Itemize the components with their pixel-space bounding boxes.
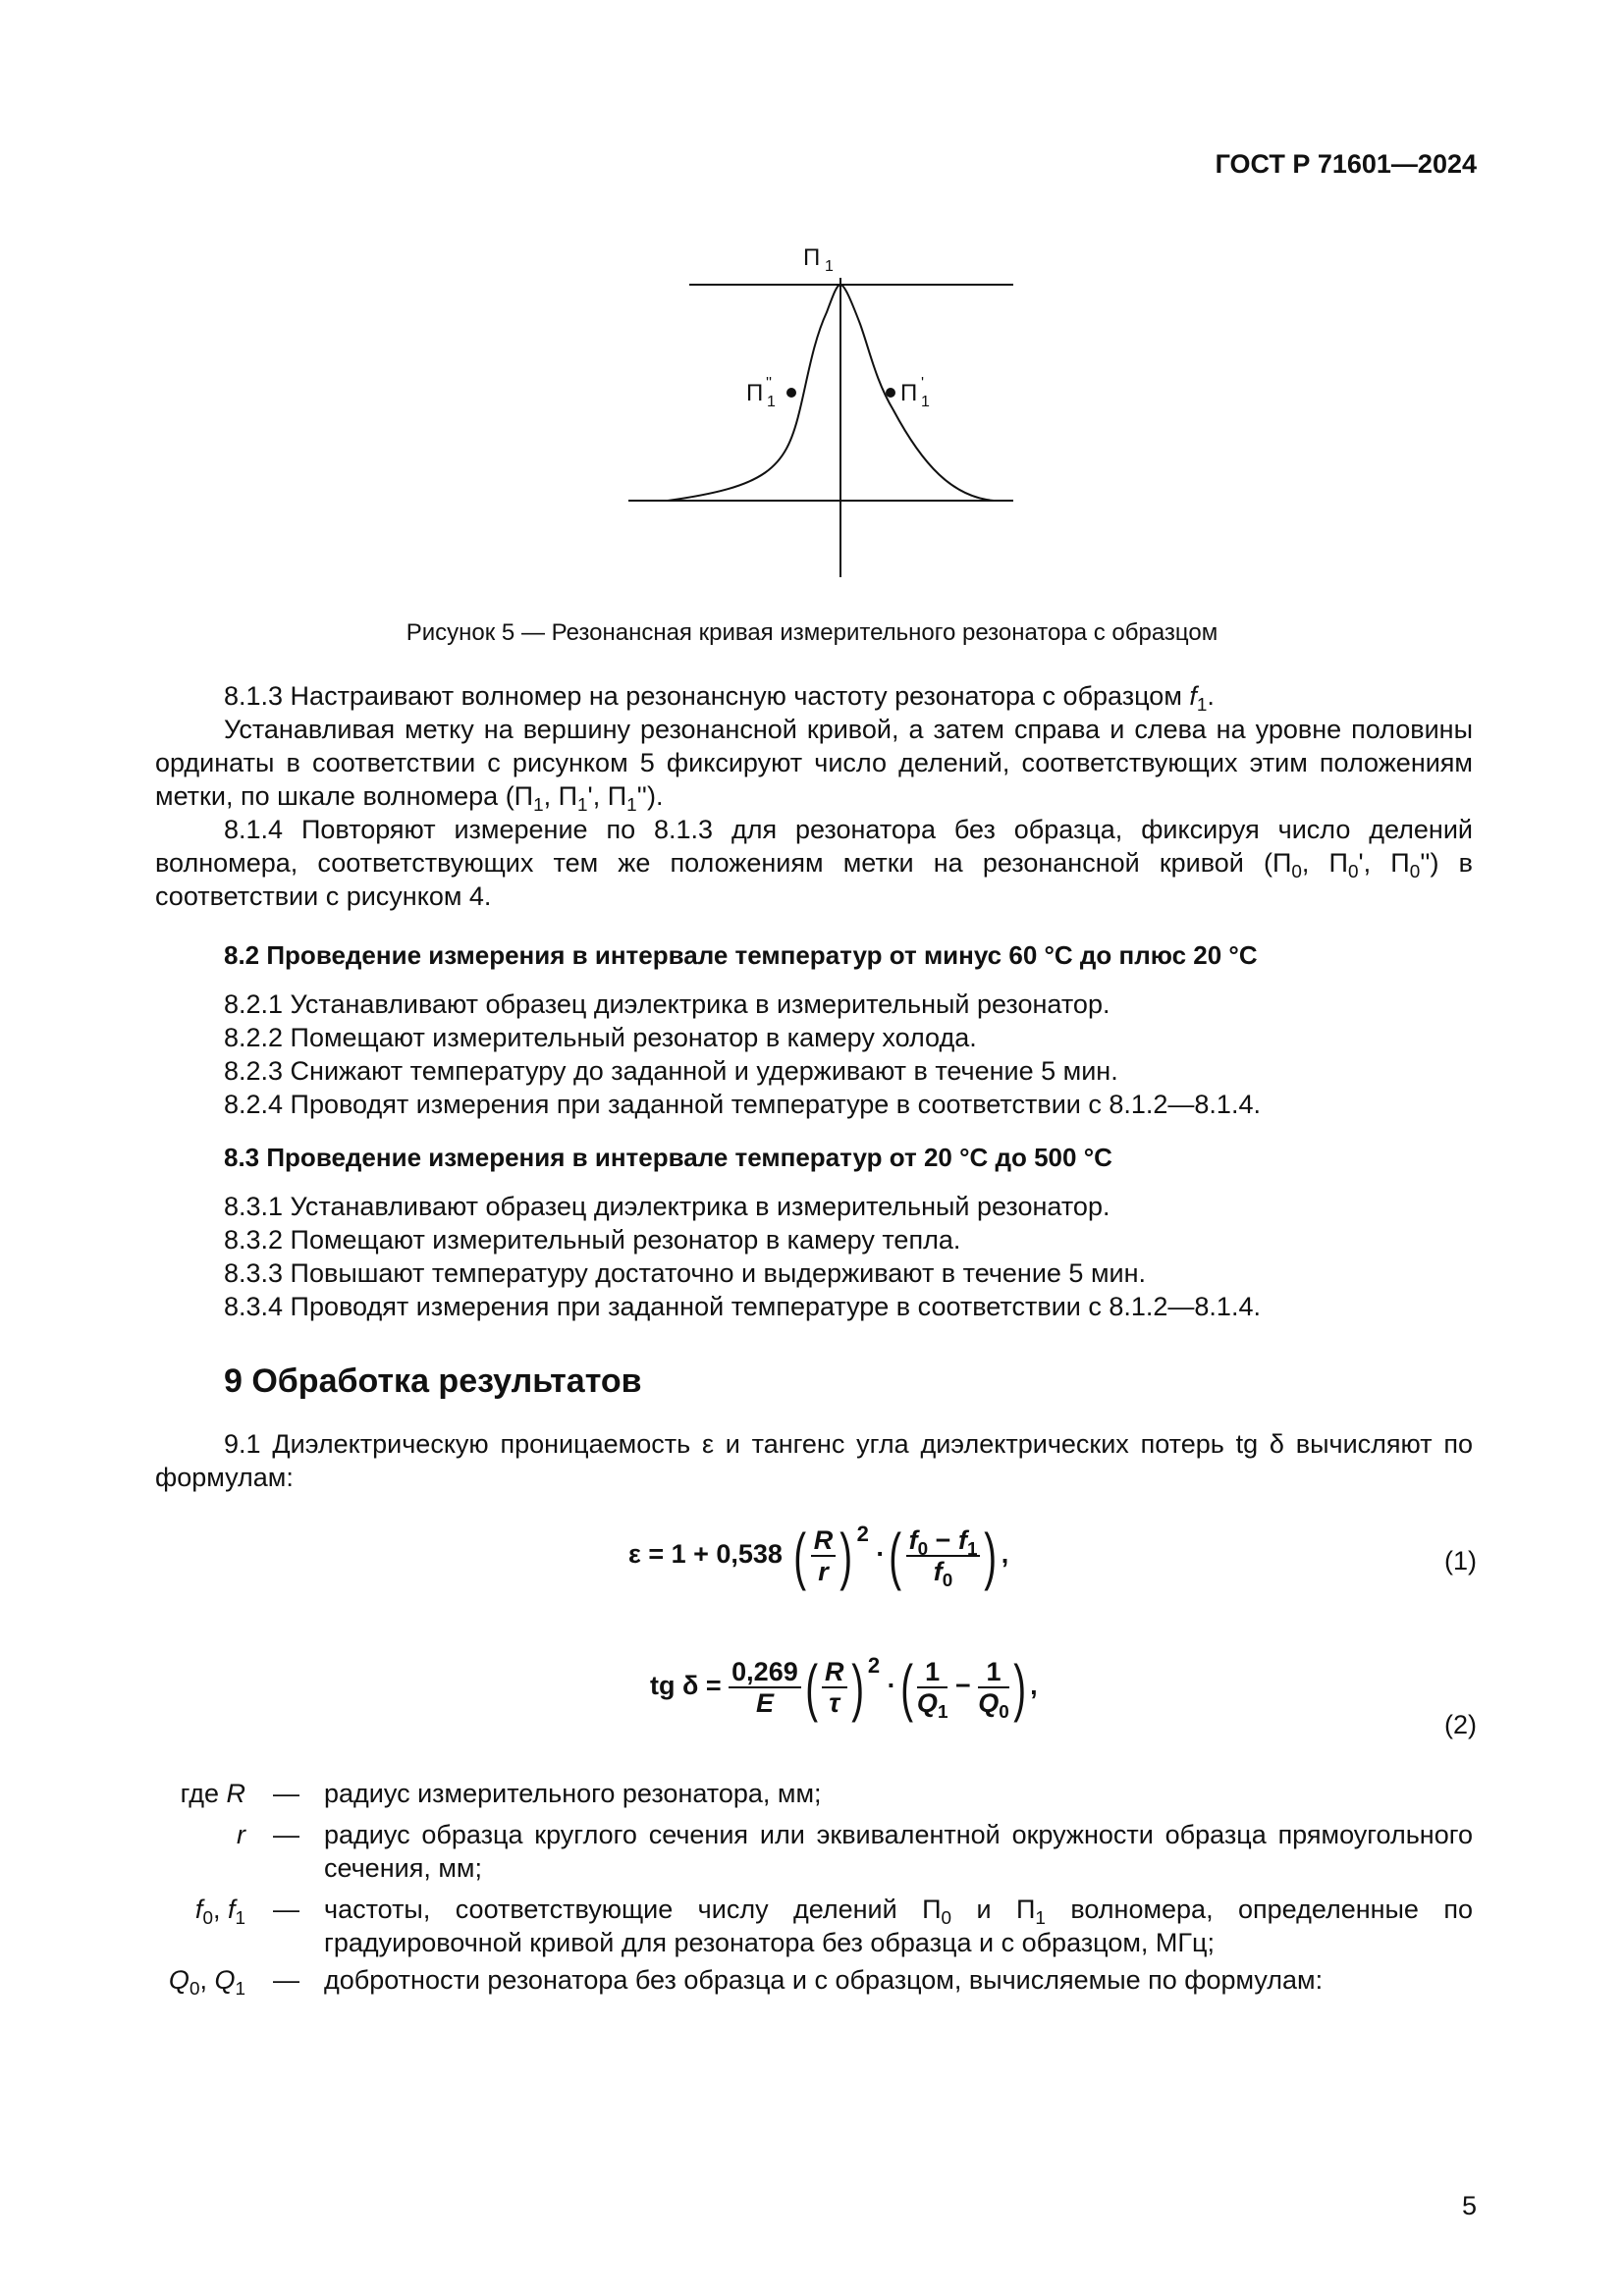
list-item: 8.2.2 Помещают измерительный резонатор в камеру холода. [224, 1023, 977, 1052]
paragraph-8-1-4: 8.1.4 Повторяют измерение по 8.1.3 для резонатора без образца, фиксируя число делений волномера, соответствующих тем же положениям метки на резонансной кривой ($П_0$, $П_0'$, $П_0''$) в соответствии с рисунком 4. [155, 815, 1473, 911]
label-p1-left-sub: 1 [767, 394, 776, 410]
label-p1-top: П [803, 244, 821, 271]
page-number: 5 [1461, 2191, 1477, 2220]
equation-2: tg δ = $\frac{0,269}{E}$ ( $\frac{R}{\tau}$ ) $^2$ ·( $\frac{1}{Q_1}$ − $\frac{1}{Q_0}$ ) , [650, 1651, 1038, 1723]
heading-8-2: 8.2 Проведение измерения в интервале температур от минус 60 °С до плюс 20 °С [224, 940, 1258, 970]
heading-8-3: 8.3 Проведение измерения в интервале температур от 20 °С до 500 °С [224, 1143, 1112, 1172]
label-p1-right-sub: 1 [921, 394, 930, 410]
right-half-point [886, 388, 895, 398]
equation-1-number: (1) [1444, 1546, 1477, 1575]
definition-term: r [237, 1820, 245, 1849]
list-item: 8.2.1 Устанавливают образец диэлектрика в измерительный резонатор. [224, 989, 1110, 1019]
equation-2-number: (2) [1444, 1710, 1477, 1739]
list-item: 8.3.2 Помещают измерительный резонатор в камеру тепла. [224, 1225, 961, 1255]
resonance-curve [668, 285, 994, 501]
definition-text: частоты, соответствующие числу делений $П_0$ и $П_1$ волномера, определенные по градуировочной кривой для резонатора без образца и с образцом, МГц; [324, 1895, 1474, 1957]
definition-term: где R [180, 1779, 245, 1808]
left-half-point [786, 388, 796, 398]
list-item: 8.2.3 Снижают температуру до заданной и удерживают в течение 5 мин. [224, 1056, 1118, 1086]
label-p1-right-sup: ' [921, 375, 925, 392]
definition-term: $Q_0$, $Q_1$ [168, 1965, 245, 2000]
label-p1-left: П [746, 380, 764, 406]
resonance-curve-figure [609, 234, 1021, 587]
list-item: 8.3.3 Повышают температуру достаточно и выдерживают в течение 5 мин. [224, 1258, 1147, 1288]
definition-dash: — [273, 1820, 299, 1849]
definition-term: $f_0$, $f_1$ [194, 1895, 245, 1929]
list-item: 8.3.4 Проводят измерения при заданной температуре в соответствии с 8.1.2—8.1.4. [224, 1292, 1261, 1321]
paragraph-8-1-3-b: Устанавливая метку на вершину резонансной кривой, а затем справа и слева на уровне половины ординаты в соответствии с рисунком 5 фиксируют число делений, соответствующих этим положениям метки, по шкале волномера ($П_1$, $П_1'$, $П_1''$). [155, 715, 1473, 816]
definition-dash: — [273, 1895, 299, 1924]
section-title-9: 9 Обработка результатов [224, 1362, 642, 1400]
label-p1-left-sup: '' [766, 375, 773, 392]
list-item: 8.3.1 Устанавливают образец диэлектрика в измерительный резонатор. [224, 1192, 1110, 1221]
label-p1-top-sub: 1 [825, 258, 834, 275]
definition-text: радиус измерительного резонатора, мм; [324, 1779, 822, 1808]
paragraph-8-1-3: 8.1.3 Настраивают волномер на резонансную частоту резонатора с образцом $f_1$. [224, 681, 1215, 716]
label-p1-right: П [900, 380, 918, 406]
definition-dash: — [273, 1779, 299, 1808]
definition-text: добротности резонатора без образца и с образцом, вычисляемые по формулам: [324, 1965, 1324, 1995]
list-item: 8.2.4 Проводят измерения при заданной температуре в соответствии с 8.1.2—8.1.4. [224, 1090, 1261, 1119]
definition-dash: — [273, 1965, 299, 1995]
equation-1: ε = 1 + 0,538 ( $\frac{R}{r}$ ) $^2$ ·( $\frac{f_0 - f_1}{f_0}$ ) , [628, 1520, 1009, 1591]
definition-text: радиус образца круглого сечения или эквивалентной окружности образца прямоугольного сечения, мм; [324, 1820, 1473, 1883]
document-code: ГОСТ Р 71601—2024 [1215, 149, 1477, 179]
figure-caption: Рисунок 5 — Резонансная кривая измерительного резонатора с образцом [406, 619, 1218, 646]
paragraph-9-1: 9.1 Диэлектрическую проницаемость ε и тангенс угла диэлектрических потерь tg δ вычисляют по формулам: [155, 1429, 1473, 1492]
